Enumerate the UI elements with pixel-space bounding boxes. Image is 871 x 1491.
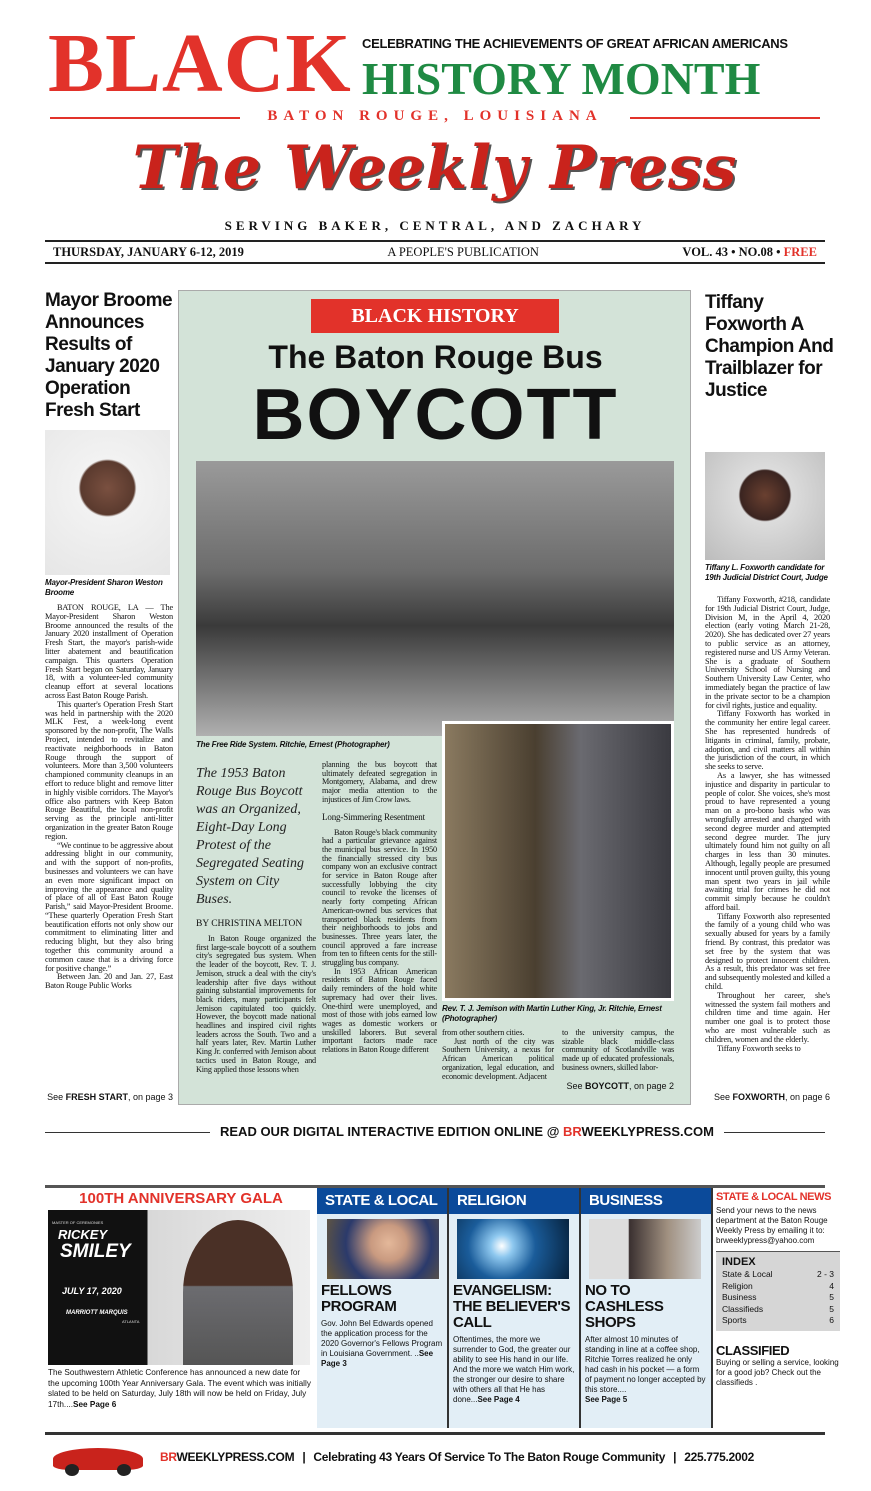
- index-item[interactable]: Classifieds 5: [722, 1303, 834, 1314]
- paragraph: to the university campus, the sizable black middle-class community of Scotlandville was made up of educated professionals, business owners, skilled labor-: [562, 1028, 674, 1072]
- free-label: FREE: [783, 244, 817, 259]
- feature-deck: The 1953 Baton Rouge Bus Boycott was an Organized, Eight-Day Long Protest of the Segregated Seating System on City Buses.: [196, 766, 304, 907]
- paragraph: As a lawyer, she has witnessed injustice and disparity in particular to people of color. She voices, she's most proud to have represented a young man on a pro-bono basis who was wrongfully arrested and charged with second degree murder and attempted second degree murder. The jury ultimately found him not guilty on all charges in less than 30 minutes. Although, legally people are presumed innocent until proven guilty, this young man spent two years in jail while awaiting trial for crimes he did not commit simply because he couldn't afford bail.: [705, 770, 830, 912]
- section-text: After almost 10 minutes of standing in line at a coffee shop, Ritchie Torres realized he only had cash in his pocket — a form of payment no longer accepted by this store.... See Page 5: [585, 1335, 706, 1404]
- see-foxworth-link[interactable]: See FOXWORTH, on page 6: [713, 1092, 830, 1102]
- classified-title: CLASSIFIED: [716, 1342, 790, 1358]
- right-article: [705, 596, 830, 1053]
- gala-city: ATLANTA: [122, 1319, 140, 1324]
- index-title: INDEX: [722, 1256, 756, 1268]
- newspaper-logo: The Weekly Press: [132, 133, 738, 203]
- news-text: Send your news to the news department at the Baton Rouge Weekly Press by emailing it to: brweeklypress@yahoo.com: [716, 1206, 828, 1245]
- section-religion[interactable]: [449, 1188, 581, 1428]
- paragraph: Baton Rouge's black community had a particular grievance against the municipal bus service. In 1950 the financially stressed city bus company won an exclusive contract for service in Baton Rouge after successfully lobbying the city council to revoke the licenses of nearly forty competing African American-owned bus services that transported black residents from their neighborhoods to jobs and businesses. Three years later, the council approved a fare increase from ten to fifteen cents for the still-struggling bus company.: [322, 827, 437, 968]
- foxworth-photo: [705, 452, 825, 560]
- foxworth-caption: Tiffany L. Foxworth candidate for 19th Judicial District Court, Judge: [705, 563, 828, 582]
- feature-title[interactable]: The Baton Rouge Bus: [268, 339, 603, 375]
- date-bar: [45, 240, 825, 264]
- section-label: BUSINESS: [581, 1188, 711, 1214]
- footer-slogan: Celebrating 43 Years Of Service To The Baton Rouge Community: [313, 1450, 666, 1464]
- left-headline[interactable]: Mayor Broome Announces Results of January 2020 Operation Fresh Start: [45, 290, 173, 421]
- paragraph: This quarter's Operation Fresh Start was held in partnership with the 2020 MLK Fest, a week-long event sponsored by the non-profit, The Walls Project, intended to revitalize and reactivate neighborhoods in Baton Rouge through the support of volunteers. More than 3,500 volunteers championed community cleanups in an effort to reduce blight and remove litter in highly visible corridors. The Mayor's office also partners with Keep Baton Rouge Beautiful, the local non-profit serving as the principle anti-litter organization in the greater Baton Rouge region.: [45, 699, 173, 841]
- feature-col-4: [562, 1029, 674, 1092]
- gala-see-link[interactable]: See Page 6: [73, 1399, 117, 1409]
- gala-title[interactable]: 100TH ANNIVERSARY GALA: [79, 1190, 283, 1207]
- black-history-feature: [178, 290, 691, 1105]
- paragraph: BATON ROUGE, LA — The Mayor-President Sharon Weston Broome announced the results of the January 2020 installment of Operation Fresh Start, the mayor's parish-wide litter abatement and beautification campaign. This quarters Operation Fresh Start began on Saturday, January 18, with a volunteer-led community cleanup effort at several locations across East Baton Rouge Parish.: [45, 603, 173, 700]
- index-item[interactable]: State & Local 2 - 3: [722, 1269, 834, 1279]
- issue-date: THURSDAY, JANUARY 6-12, 2019: [53, 244, 244, 259]
- gala-venue: MARRIOTT MARQUIS: [66, 1310, 128, 1316]
- gala-name-first: RICKEY: [58, 1227, 108, 1242]
- paragraph: Tiffany Foxworth, #218, candidate for 19th Judicial District Court, Judge, Division M, in the April 4, 2020 election (early voting March 21-28, 2020). She has dedicated over 27 years to public service as an attorney, registered nurse and US Army Veteran. She is a graduate of Southern University School of Nursing and Southern University Law Center, who immediately began the practice of law in the private sector to be a champion for civil rights, justice and equality.: [705, 595, 830, 710]
- mayor-caption: Mayor-President Sharon Weston Broome: [45, 578, 163, 597]
- edwards-photo: [327, 1219, 439, 1279]
- section-text: Gov. John Bel Edwards opened the application process for the 2020 Governor's Fellows Program in Louisiana Government. ..See Page 3: [321, 1319, 443, 1368]
- serving-line: SERVING BAKER, CENTRAL, AND ZACHARY: [224, 218, 646, 233]
- gala-host-photo: [183, 1220, 293, 1365]
- car-logo-icon: [45, 1440, 155, 1476]
- paragraph: “We continue to be aggressive about addressing blight in our community, and with the support of non-profits, businesses and volunteers we can have an even more significant impact on improving the appearance and quality of place of all of East Baton Rouge Parish,” said Mayor-President Broome. “These quarterly Operation Fresh Start beautification efforts not only show our commitment to eliminating litter and reducing blight, but they also bring together this community around a common cause that is a driving force for positive change.”: [45, 840, 173, 973]
- index-box: [716, 1251, 840, 1331]
- index-item[interactable]: Sports 6: [722, 1315, 834, 1325]
- feature-col-1: [196, 935, 316, 1074]
- byline: BY CHRISTINA MELTON: [196, 919, 303, 929]
- section-label: STATE & LOCAL: [317, 1188, 447, 1214]
- paragraph: Between Jan. 20 and Jan. 27, East Baton Rouge Public Works: [45, 972, 173, 991]
- left-article: [45, 604, 173, 991]
- paragraph: from other southern cities.: [442, 1028, 525, 1037]
- news-title: STATE & LOCAL NEWS: [716, 1191, 832, 1203]
- gala-promo-image: [48, 1210, 310, 1365]
- classified-text: Buying or selling a service, looking for a good job? Check out the classifieds .: [716, 1357, 839, 1387]
- footer-phone: 225.775.2002: [684, 1450, 755, 1464]
- jemison-king-photo: [442, 721, 674, 1001]
- see-fresh-start-link[interactable]: See FRESH START, on page 3: [47, 1092, 173, 1102]
- feature-col-3: [442, 1029, 554, 1081]
- state-local-news: [716, 1190, 840, 1388]
- section-text: Oftentimes, the more we surrender to God, the greater our ability to see His hand in our life. And the more we watch Him work, the stronger our desire to share with others all that He has done...See Page 4: [453, 1335, 575, 1404]
- see-boycott-link[interactable]: See BOYCOTT, on page 2: [566, 1080, 674, 1091]
- earth-photo: [457, 1219, 569, 1279]
- section-headline[interactable]: NO TO CASHLESS SHOPS: [585, 1282, 664, 1331]
- section-headline[interactable]: EVANGELISM: THE BELIEVER'S CALL: [453, 1282, 571, 1331]
- paragraph: Tiffany Foxworth also represented the family of a young child who was sexually abused for years by a family friend. By contrast, this predator was set free by the system that was designed to protect innocent children. As a result, this predator was set free and subsequently molested and killed a child.: [705, 911, 830, 992]
- section-panels: [317, 1188, 713, 1428]
- paragraph: In Baton Rouge organized the first large-scale boycott of a southern city's segregated bus system. When the leader of the boycott, Rev. T. J. Jemison, struck a deal with the city's leadership after five days without gaining substantial improvements for black riders, many participants felt Jemison capitulated too quickly. However, the boycott made national headlines and inspired civil rights leaders across the South. Two and a half years later, Rev. Martin Luther King Jr. conferred with Jemison about tactics used in Baton Rouge, and King applied those lessons when: [196, 934, 316, 1074]
- digital-edition-banner[interactable]: READ OUR DIGITAL INTERACTIVE EDITION ONLINE @ BRWEEKLYPRESS.COM: [210, 1124, 724, 1140]
- mayor-photo: [45, 430, 170, 575]
- footer-site[interactable]: BRWEEKLYPRESS.COM: [160, 1450, 295, 1464]
- paragraph: planning the bus boycott that ultimately defeated segregation in Montgomery, Alabama, and drew major media attention to the injustices of Jim Crow laws.: [322, 760, 437, 804]
- bottom-rule-2: [45, 1432, 825, 1435]
- photo1-caption: The Free Ride System. Ritchie, Ernest (Photographer): [196, 740, 390, 749]
- paragraph: Throughout her career, she's witnessed the system fail mothers and children time and time again. Her number one goal is to protect those who are most vulnerable such as children, women and the elderly.: [705, 990, 830, 1044]
- feature-col-2: [322, 761, 437, 1055]
- location-line: BATON ROUGE, LOUISIANA: [50, 108, 820, 125]
- gala-name-last: SMILEY: [60, 1241, 131, 1262]
- section-label: RELIGION: [449, 1188, 579, 1214]
- celebrating-tagline: CELEBRATING THE ACHIEVEMENTS OF GREAT AFRICAN AMERICANS: [362, 36, 788, 51]
- volume-info: [682, 245, 817, 260]
- right-headline[interactable]: Tiffany Foxworth A Champion And Trailblazer for Justice: [705, 292, 834, 401]
- subhead: Long-Simmering Resentment: [322, 811, 425, 822]
- section-business[interactable]: [581, 1188, 713, 1428]
- gala-date: JULY 17, 2020: [62, 1286, 122, 1296]
- black-history-kicker: BLACK HISTORY: [311, 299, 559, 333]
- tagline: A PEOPLE'S PUBLICATION: [387, 244, 539, 259]
- history-month-heading: HISTORY MONTH: [362, 53, 761, 104]
- photo2-caption: Rev. T. J. Jemison with Martin Luther King, Jr. Ritchie, Ernest (Photographer): [442, 1004, 662, 1023]
- paragraph: Tiffany Foxworth has worked in the community her entire legal career. She has represented hundreds of litigants in criminal, family, probate, adoption, and civil matters all within the jurisdiction of the court, in which she seeks to serve.: [705, 709, 830, 772]
- index-item[interactable]: Business 5: [722, 1292, 834, 1302]
- coffee-shop-photo: [589, 1219, 701, 1279]
- volume-number: VOL. 43 • NO.08 •: [682, 244, 781, 259]
- black-heading: BLACK: [48, 17, 352, 110]
- section-headline[interactable]: FELLOWS PROGRAM: [321, 1282, 397, 1315]
- paragraph: Just north of the city was Southern University, a nexus for African American political organization, legal education, and economic development. Adjacent: [442, 1036, 554, 1081]
- index-item[interactable]: Religion 4: [722, 1280, 834, 1291]
- footer-bar: BRWEEKLYPRESS.COM | Celebrating 43 Years Of Service To The Baton Rouge Community | 225.775.2002: [160, 1450, 755, 1464]
- gala-text: The Southwestern Athletic Conference has announced a new date for the upcoming 100th Year Anniversary Gala. The event which was initially slated to be held on Saturday, July 18th will now be held on Friday, July 17th....See Page 6: [48, 1368, 311, 1409]
- paragraph: Tiffany Foxworth seeks to: [717, 1043, 801, 1053]
- master-of-ceremonies: MASTER OF CEREMONIES: [52, 1220, 104, 1225]
- feature-title-boycott[interactable]: BOYCOTT: [252, 375, 619, 455]
- free-ride-photo: [196, 461, 674, 736]
- paragraph: In 1953 African American residents of Baton Rouge faced daily reminders of the hold white supremacy had over their lives. One-third were unemployed, and most of those with jobs earned low wages as domestic workers or unskilled laborers. But several important factors made race relations in Baton Rouge different: [322, 966, 437, 1055]
- section-state-local[interactable]: [317, 1188, 449, 1428]
